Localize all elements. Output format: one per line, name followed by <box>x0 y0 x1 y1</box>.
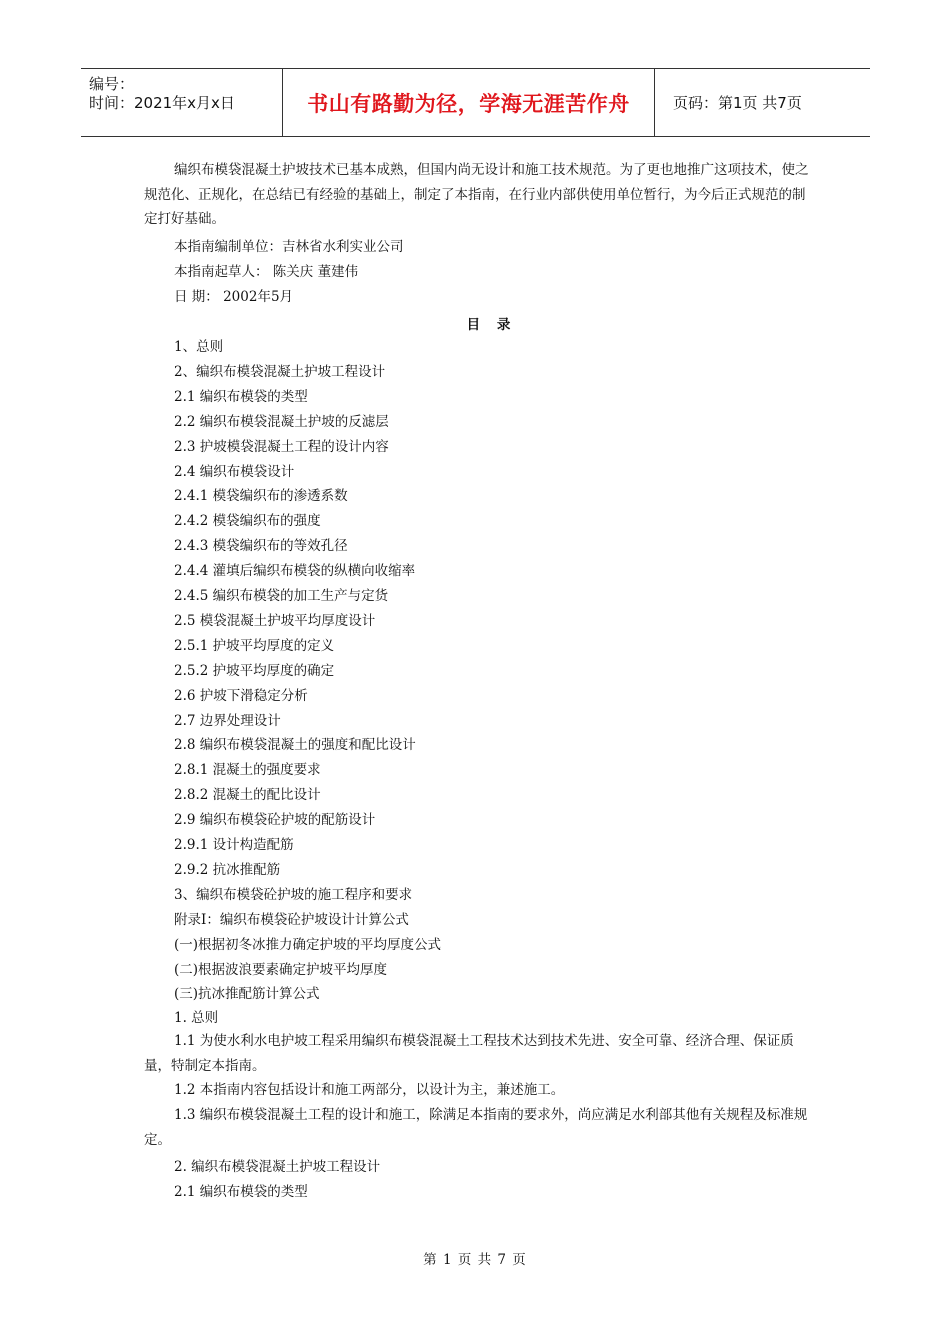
toc-title: 目 录 <box>466 317 517 333</box>
header-page-info <box>663 69 870 136</box>
toc-item: 2.5 模袋混凝土护坡平均厚度设计 <box>174 612 376 629</box>
date-line: 日 期： 2002年5月 <box>174 289 294 305</box>
section2-sub: 2.1 编织布模袋的类型 <box>174 1184 308 1200</box>
toc-item: 2.7 边界处理设计 <box>174 712 281 729</box>
toc-item: 1、总则 <box>174 339 224 355</box>
toc-item: 2.1 编织布模袋的类型 <box>174 388 308 405</box>
toc-item: 2.9.1 设计构造配筋 <box>174 837 294 853</box>
toc-item: 附录Ⅰ：编织布模袋砼护坡设计计算公式 <box>174 911 409 928</box>
toc-item: 2.4 编织布模袋设计 <box>174 463 295 480</box>
toc-item: 2.4.5 编织布模袋的加工生产与定货 <box>174 588 389 604</box>
section1-p2: 1.2 本指南内容包括设计和施工两部分，以设计为主，兼述施工。 <box>174 1082 565 1098</box>
header-motto: 书山有路勤为径，学海无涯苦作舟 <box>283 69 655 136</box>
section1-heading: 1. 总则 <box>174 1010 219 1026</box>
drafters: 本指南起草人： 陈关庆 董建伟 <box>174 264 359 280</box>
toc-item: 2.9.2 抗冰推配筋 <box>174 861 281 878</box>
document-number-label: 编号： <box>89 75 135 93</box>
toc-item: 2.4.1 模袋编织布的渗透系数 <box>174 488 348 505</box>
page-info-text: 页码：第1页 共7页 <box>673 94 802 112</box>
header-table <box>81 68 870 137</box>
section2-heading: 2. 编织布模袋混凝土护坡工程设计 <box>174 1159 381 1175</box>
toc-item: 2.2 编织布模袋混凝土护坡的反滤层 <box>174 413 389 430</box>
document-time-label: 时间：2021年x月x日 <box>89 94 235 112</box>
toc-item: 3、编织布模袋砼护坡的施工程序和要求 <box>174 886 413 903</box>
toc-item: 2.8 编织布模袋混凝土的强度和配比设计 <box>174 737 416 754</box>
toc-item: 2.5.2 护坡平均厚度的确定 <box>174 662 335 679</box>
toc-item: 2.3 护坡模袋混凝土工程的设计内容 <box>174 438 389 455</box>
toc-item: 2.5.1 护坡平均厚度的定义 <box>174 637 335 654</box>
compiling-unit: 本指南编制单位：吉林省水利实业公司 <box>174 239 404 255</box>
header-left-cell <box>81 69 283 136</box>
toc-item: 2.4.3 模袋编织布的等效孔径 <box>174 538 348 555</box>
section1-p3: 1.3 编织布模袋混凝土工程的设计和施工，除满足本指南的要求外，尚应满足水利部其他有关规程及标准规定。 <box>144 1107 808 1148</box>
toc-item: (三)抗冰推配筋计算公式 <box>174 986 320 1003</box>
toc-item: 2.4.4 灌填后编织布模袋的纵横向收缩率 <box>174 563 416 580</box>
toc-item: 2.9 编织布模袋砼护坡的配筋设计 <box>174 812 376 829</box>
section1-p1: 1.1 为使水利水电护坡工程采用编织布模袋混凝土工程技术达到技术先进、安全可靠、经济合理、保证质量，特制定本指南。 <box>144 1033 794 1074</box>
intro-paragraph: 编织布模袋混凝土护坡技术已基本成熟，但国内尚无设计和施工技术规范。为了更也地推广这项技术，使之规范化、正规化，在总结已有经验的基础上，制定了本指南，在行业内部供使用单位暂行，为今后正式规范的制定打好基础。 <box>144 162 809 227</box>
toc-item: 2.8.1 混凝土的强度要求 <box>174 762 321 779</box>
page-footer: 第 1 页 共 7 页 <box>423 1252 527 1268</box>
toc-item: 2.6 护坡下滑稳定分析 <box>174 687 308 704</box>
toc-item: 2.4.2 模袋编织布的强度 <box>174 513 321 530</box>
toc-item: (一)根据初冬冰推力确定护坡的平均厚度公式 <box>174 936 442 953</box>
toc-item: (二)根据波浪要素确定护坡平均厚度 <box>174 961 388 978</box>
toc-item: 2.8.2 混凝土的配比设计 <box>174 787 321 804</box>
toc-item: 2、编织布模袋混凝土护坡工程设计 <box>174 363 386 380</box>
